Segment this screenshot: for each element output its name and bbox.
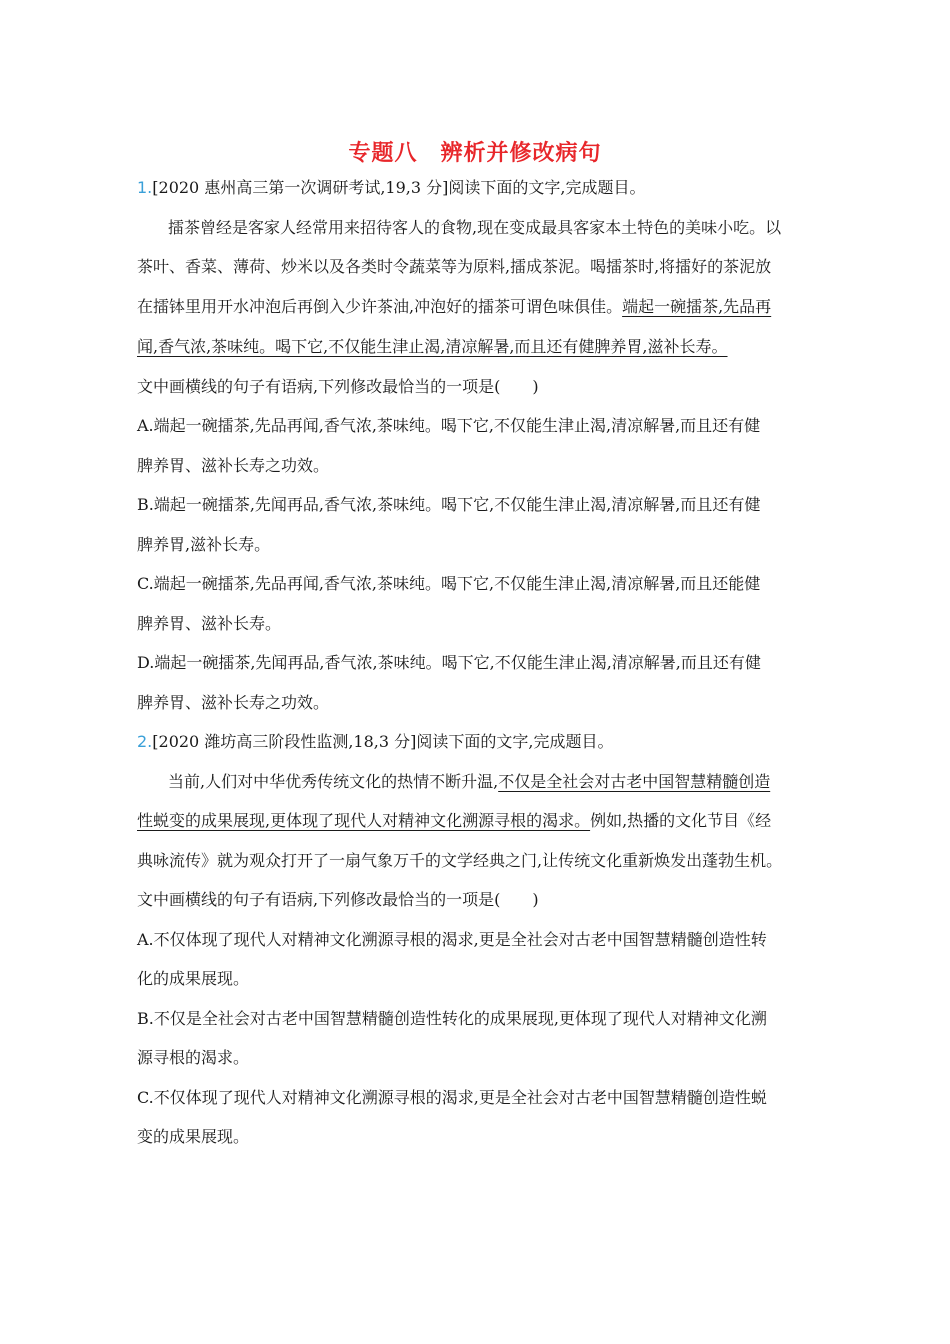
q1-underlined-sentence: 端起一碗擂茶,先品再 <box>622 297 772 316</box>
q1-option-c: C.端起一碗擂茶,先品再闻,香气浓,茶味纯。喝下它,不仅能生津止渴,清凉解暑,而且还能健 <box>137 574 761 593</box>
q1-stem: 文中画横线的句子有语病,下列修改最恰当的一项是( ) <box>137 377 539 396</box>
q2-option-b-cont: 源寻根的渴求。 <box>137 1048 250 1067</box>
page-title: 专题八 辨析并修改病句 <box>348 141 602 166</box>
q1-header <box>137 178 645 198</box>
q1-passage-line-2: 茶叶、香菜、薄荷、炒米以及各类时令蔬菜等为原料,擂成茶泥。喝擂茶时,将擂好的茶泥放 <box>137 257 772 276</box>
q1-option-c-cont: 脾养胃、滋补长寿。 <box>137 614 282 633</box>
q2-option-b: B.不仅是全社会对古老中国智慧精髓创造性转化的成果展现,更体现了现代人对精神文化溯 <box>137 1009 767 1028</box>
q2-passage-line-1 <box>168 772 770 792</box>
q1-underlined-sentence-cont: 闻,香气浓,茶味纯。喝下它,不仅能生津止渴,清凉解暑,而且还有健脾养胃,滋补长寿。 <box>137 337 728 356</box>
q1-option-b: B.端起一碗擂茶,先闻再品,香气浓,茶味纯。喝下它,不仅能生津止渴,清凉解暑,而且还有健 <box>137 495 761 514</box>
q2-header <box>137 732 613 752</box>
q1-option-a: A.端起一碗擂茶,先品再闻,香气浓,茶味纯。喝下它,不仅能生津止渴,清凉解暑,而且还有健 <box>137 416 761 435</box>
q2-option-c-cont: 变的成果展现。 <box>137 1127 250 1146</box>
q2-number: 2. <box>137 732 153 751</box>
q2-option-a: A.不仅体现了现代人对精神文化溯源寻根的渴求,更是全社会对古老中国智慧精髓创造性转 <box>137 930 767 949</box>
q2-underlined-sentence: 不仅是全社会对古老中国智慧精髓创造 <box>498 772 771 791</box>
q1-option-d-cont: 脾养胃、滋补长寿之功效。 <box>137 693 330 712</box>
q2-source: [2020 潍坊高三阶段性监测,18,3 分]阅读下面的文字,完成题目。 <box>152 732 614 751</box>
q1-source: [2020 惠州高三第一次调研考试,19,3 分]阅读下面的文字,完成题目。 <box>152 178 646 197</box>
q1-passage-line-3 <box>137 297 771 317</box>
q1-passage-line-1: 擂茶曾经是客家人经常用来招待客人的食物,现在变成最具客家本土特色的美味小吃。以 <box>168 218 782 237</box>
q2-passage-line-2 <box>137 811 771 831</box>
q2-passage-line-3: 典咏流传》就为观众打开了一扇气象万千的文学经典之门,让传统文化重新焕发出蓬勃生机。 <box>137 851 783 870</box>
q1-passage-text: 在擂钵里用开水冲泡后再倒入少许茶油,冲泡好的擂茶可谓色味俱佳。 <box>137 297 623 316</box>
q2-option-a-cont: 化的成果展现。 <box>137 969 250 988</box>
q2-passage-text: 当前,人们对中华优秀传统文化的热情不断升温, <box>168 772 499 791</box>
q2-option-c: C.不仅体现了现代人对精神文化溯源寻根的渴求,更是全社会对古老中国智慧精髓创造性蜕 <box>137 1088 767 1107</box>
q2-passage-text-cont: 例如,热播的文化节目《经 <box>590 811 772 830</box>
q2-underlined-sentence-cont: 性蜕变的成果展现,更体现了现代人对精神文化溯源寻根的渴求。 <box>137 811 591 830</box>
q2-stem: 文中画横线的句子有语病,下列修改最恰当的一项是( ) <box>137 890 539 909</box>
q1-option-d: D.端起一碗擂茶,先闻再品,香气浓,茶味纯。喝下它,不仅能生津止渴,清凉解暑,而且还有健 <box>137 653 761 672</box>
q1-option-b-cont: 脾养胃,滋补长寿。 <box>137 535 271 554</box>
q1-number: 1. <box>137 178 153 197</box>
q1-option-a-cont: 脾养胃、滋补长寿之功效。 <box>137 456 330 475</box>
